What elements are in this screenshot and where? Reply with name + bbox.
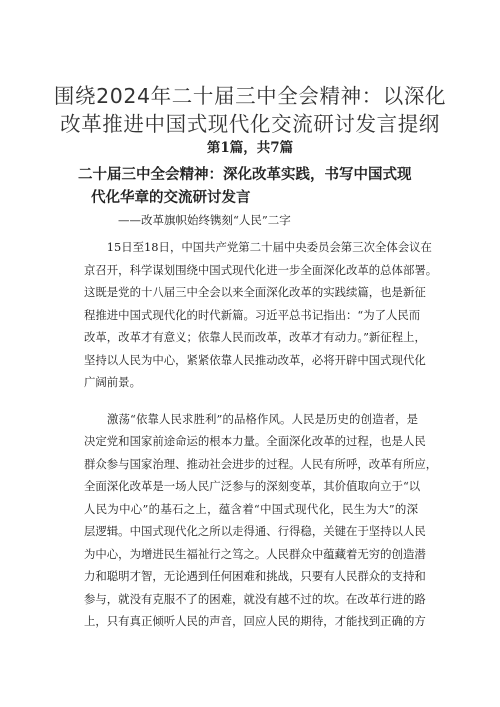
text-line: 京召开，科学谋划围绕中国式现代化进一步全面深化改革的总体部署。: [84, 262, 438, 277]
text-line: 这既是党的十八届三中全会以来全面深化改革的实践续篇，也是新征: [84, 285, 426, 299]
section-heading: [78, 164, 448, 210]
text-line: 改革，改革才有意义；依靠人民而改革，改革才有动力。”新征程上，: [84, 330, 426, 344]
text-line: 人民为中心”的基石之上，蕴含着“中国式现代化，民生为大”的深: [84, 501, 418, 516]
text-line: 坚持以人民为中心，紧紧依靠人民推动改革，必将开辟中国式现代化: [84, 352, 426, 367]
text-line: 参与，就没有克服不了的困难，就没有越不过的坎。在改革行进的路: [84, 591, 426, 606]
page-indicator: 第1篇，共7篇: [206, 140, 294, 156]
byline: ——改革旗帜始终镌刻“人民”二字: [118, 213, 291, 227]
text-line: 力和聪明才智，无论遇到任何困难和挑战，只要有人民群众的支持和: [84, 569, 426, 583]
paragraph-gap: [84, 394, 418, 408]
text-line: 决定党和国家前途命运的根本力量。全面深化改革的过程，也是人民: [84, 434, 426, 448]
document-body: [84, 236, 438, 633]
document-title: [40, 82, 460, 138]
text-line: 15日至18日，中国共产党第二十届中央委员会第三次全体会议在: [84, 240, 432, 254]
paragraph: [84, 236, 438, 394]
text-line: 层逻辑。中国式现代化之所以走得通、行得稳，关键在于坚持以人民: [84, 524, 426, 538]
document-title-line: 围绕2024年二十届三中全会精神：以深化: [53, 84, 447, 108]
text-line: 广阔前景。: [84, 375, 141, 389]
section-heading-line: 二十届三中全会精神：深化改革实践，书写中国式现: [78, 167, 412, 183]
text-line: 群众参与国家治理、推动社会进步的过程。人民有所呼，改革有所应，: [84, 456, 438, 471]
paragraph: [84, 408, 438, 633]
text-line: 程推进中国式现代化的时代新篇。习近平总书记指出：“为了人民而: [84, 307, 421, 322]
document-title-line: 改革推进中国式现代化交流研讨发言提纲: [60, 112, 440, 136]
text-line: 为中心，为增进民生福祉行之笃之。人民群众中蕴藏着无穷的创造潜: [84, 546, 426, 561]
section-heading-line: 代化华章的交流研讨发言: [91, 190, 251, 206]
text-line: 全面深化改革是一场人民广泛参与的深刻变革，其价值取向立于“以: [84, 479, 421, 493]
text-line: 激荡“依靠人民求胜利”的品格作风。人民是历史的创造者，是: [84, 411, 418, 426]
text-line: 上，只有真正倾听人民的声音，回应人民的期待，才能找到正确的方: [84, 614, 426, 628]
